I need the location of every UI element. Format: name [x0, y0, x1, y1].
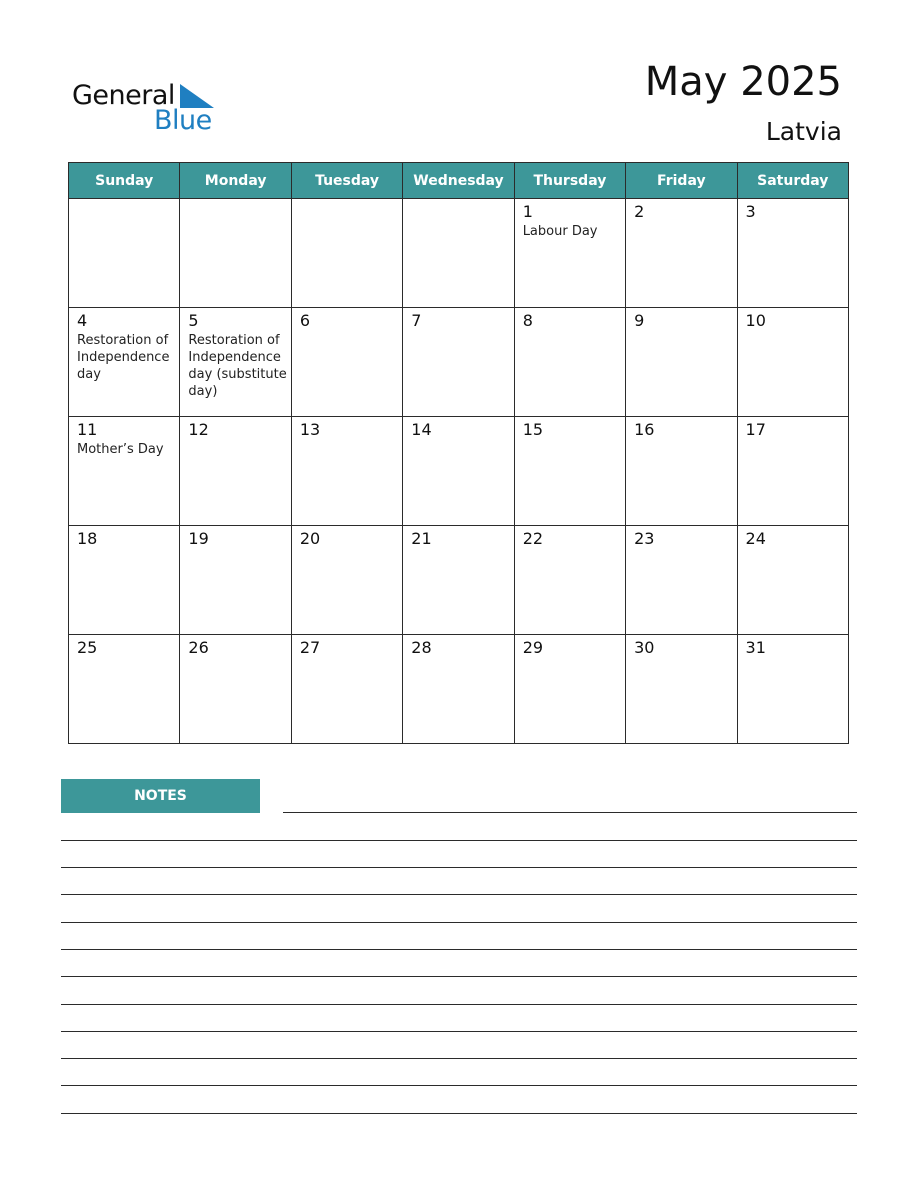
- holiday-label: [515, 331, 625, 332]
- week-row: [69, 526, 849, 635]
- day-number: 7: [411, 311, 422, 330]
- day-cell: [403, 308, 514, 417]
- week-row: [69, 308, 849, 417]
- weekday-header: Friday: [626, 163, 737, 199]
- holiday-label: [403, 331, 513, 332]
- notes-label: NOTES: [61, 779, 260, 813]
- holiday-label: [738, 222, 848, 223]
- day-number: 20: [299, 529, 321, 548]
- day-number: 16: [634, 420, 655, 439]
- day-cell: [69, 526, 180, 635]
- note-line: [61, 840, 857, 841]
- calendar-grid: [68, 162, 849, 744]
- day-cell: [737, 417, 848, 526]
- day-number: 21: [411, 529, 432, 548]
- day-cell: [291, 526, 402, 635]
- day-number: 2: [634, 202, 645, 221]
- note-line: [61, 1031, 857, 1032]
- day-number: 30: [634, 638, 655, 657]
- holiday-label: [738, 331, 848, 332]
- day-number: 27: [299, 638, 321, 657]
- day-number: 1: [522, 202, 533, 221]
- day-number: 26: [188, 638, 209, 657]
- holiday-label: Labour Day: [522, 224, 598, 239]
- day-number: 12: [188, 420, 209, 439]
- day-number: 19: [188, 529, 209, 548]
- holiday-label: [515, 440, 625, 441]
- holiday-label: [738, 549, 848, 550]
- day-cell: [737, 199, 848, 308]
- week-row: [69, 635, 849, 744]
- day-cell: [737, 635, 848, 744]
- day-cell: [69, 417, 180, 526]
- day-cell: [180, 635, 291, 744]
- weekday-header: Tuesday: [291, 163, 402, 199]
- day-cell: [514, 308, 625, 417]
- day-cell: [69, 199, 180, 308]
- logo-word-blue: Blue: [154, 105, 212, 136]
- holiday-label: Restoration of Independence day: [77, 333, 170, 382]
- day-number: 3: [745, 202, 756, 221]
- day-cell: [69, 308, 180, 417]
- day-number: 8: [522, 311, 533, 330]
- day-number: 11: [77, 420, 98, 439]
- holiday-label: [69, 658, 179, 659]
- day-cell: [626, 635, 737, 744]
- holiday-label: [403, 202, 513, 203]
- note-line: [61, 894, 857, 895]
- holiday-label: [180, 658, 290, 659]
- holiday-label: [69, 202, 179, 203]
- holiday-label: [292, 549, 402, 550]
- day-number: 13: [299, 420, 321, 439]
- day-cell: [180, 417, 291, 526]
- day-cell: [626, 308, 737, 417]
- note-line: [61, 949, 857, 950]
- day-number: 5: [188, 311, 199, 330]
- holiday-label: [626, 222, 736, 223]
- holiday-label: [515, 549, 625, 550]
- day-number: 17: [745, 420, 766, 439]
- holiday-label: [69, 549, 179, 550]
- day-cell: [737, 308, 848, 417]
- day-cell: [626, 526, 737, 635]
- holiday-label: [626, 549, 736, 550]
- day-number: 23: [634, 529, 655, 548]
- day-cell: [180, 199, 291, 308]
- day-cell: [514, 526, 625, 635]
- holiday-label: [626, 331, 736, 332]
- day-cell: [403, 526, 514, 635]
- day-cell: [291, 308, 402, 417]
- note-line: [61, 1058, 857, 1059]
- logo-word-general: General: [72, 80, 175, 111]
- month-title: May 2025: [644, 59, 842, 105]
- holiday-label: [292, 202, 402, 203]
- day-cell: [291, 635, 402, 744]
- day-cell: [403, 635, 514, 744]
- day-cell: [737, 526, 848, 635]
- note-line: [61, 976, 857, 977]
- note-line: [61, 1085, 857, 1086]
- day-cell: [180, 526, 291, 635]
- holiday-label: [180, 549, 290, 550]
- holiday-label: Mother’s Day: [77, 442, 164, 457]
- day-cell: [69, 635, 180, 744]
- holiday-label: [292, 331, 402, 332]
- day-cell: [180, 308, 291, 417]
- weekday-header: Wednesday: [403, 163, 514, 199]
- holiday-label: [403, 440, 513, 441]
- week-row: [69, 199, 849, 308]
- day-cell: [291, 199, 402, 308]
- holiday-label: [626, 440, 736, 441]
- day-cell: [291, 417, 402, 526]
- day-number: 22: [522, 529, 544, 548]
- note-line: [61, 867, 857, 868]
- holiday-label: [515, 658, 625, 659]
- day-number: 6: [299, 311, 311, 330]
- day-cell: [514, 199, 625, 308]
- note-line: [61, 1004, 857, 1005]
- week-row: [69, 417, 849, 526]
- holiday-label: [738, 658, 848, 659]
- country-name: Latvia: [765, 117, 842, 146]
- holiday-label: [292, 440, 402, 441]
- generalblue-logo: [72, 80, 232, 140]
- weekday-header: Saturday: [737, 163, 848, 199]
- day-cell: [514, 635, 625, 744]
- day-number: 10: [745, 311, 766, 330]
- holiday-label: [626, 658, 736, 659]
- day-number: 14: [411, 420, 432, 439]
- day-number: 18: [77, 529, 98, 548]
- day-cell: [514, 417, 625, 526]
- day-number: 4: [77, 311, 88, 330]
- holiday-label: [292, 658, 402, 659]
- weekday-header: Thursday: [514, 163, 625, 199]
- holiday-label: [403, 549, 513, 550]
- day-number: 15: [522, 420, 544, 439]
- weekday-header: Sunday: [69, 163, 180, 199]
- day-number: 9: [634, 311, 645, 330]
- note-line: [283, 812, 857, 813]
- note-line: [61, 1113, 857, 1114]
- day-cell: [626, 417, 737, 526]
- holiday-label: [180, 440, 290, 441]
- note-line: [61, 922, 857, 923]
- day-cell: [403, 417, 514, 526]
- weekday-header: Monday: [180, 163, 291, 199]
- holiday-label: Restoration of Independence day (substitute day): [188, 333, 287, 399]
- holiday-label: [403, 658, 513, 659]
- day-number: 25: [77, 638, 98, 657]
- day-number: 24: [745, 529, 766, 548]
- day-number: 31: [745, 638, 766, 657]
- holiday-label: [180, 202, 290, 203]
- day-number: 29: [522, 638, 544, 657]
- holiday-label: [738, 440, 848, 441]
- day-cell: [626, 199, 737, 308]
- weekday-header-row: [69, 163, 849, 199]
- day-number: 28: [411, 638, 432, 657]
- day-cell: [403, 199, 514, 308]
